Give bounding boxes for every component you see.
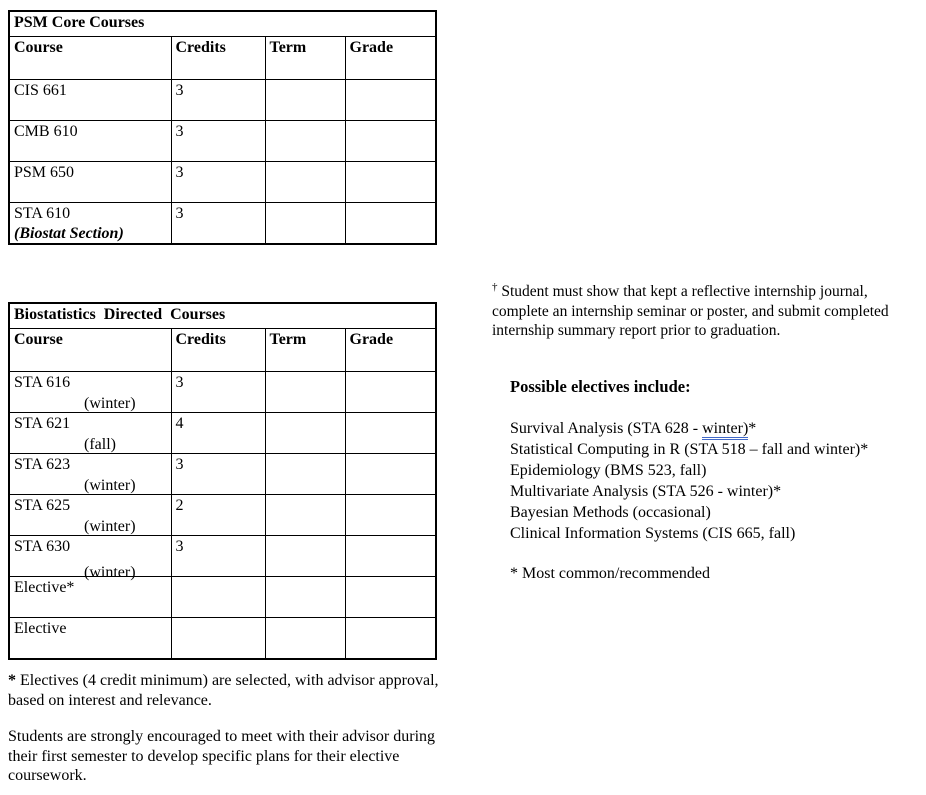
grade-cell — [345, 203, 436, 245]
advisor-note — [8, 727, 468, 786]
course-code: STA 616 — [14, 374, 71, 391]
table-row — [9, 372, 436, 413]
elective-text: Survival Analysis (STA 628 - — [510, 420, 703, 437]
note-line — [8, 671, 468, 691]
course-term-note: (winter) — [84, 564, 136, 581]
grade-cell — [345, 413, 436, 454]
table-title: Biostatistics Directed Courses — [9, 303, 436, 329]
term-cell — [265, 495, 345, 536]
course-cell — [9, 536, 171, 581]
credits-cell — [171, 618, 265, 660]
elective-item: Clinical Information Systems (CIS 665, fall) — [510, 525, 796, 542]
table-row — [9, 454, 436, 495]
credits-cell: 3 — [171, 80, 265, 121]
term-cell — [265, 618, 345, 660]
course-cell — [9, 121, 171, 162]
note-line: based on interest and relevance. — [8, 691, 212, 709]
credits-cell — [171, 577, 265, 618]
possible-electives-section — [510, 377, 926, 584]
table-row — [9, 162, 436, 203]
column-header-credits: Credits — [171, 37, 265, 80]
note-text: Electives (4 credit minimum) are selected, with advisor approval, — [20, 672, 439, 689]
elective-item: Multivariate Analysis (STA 526 - winter)* — [510, 483, 782, 500]
table-row — [9, 413, 436, 454]
credits-cell: 3 — [171, 454, 265, 495]
term-cell — [265, 454, 345, 495]
course-cell — [9, 577, 171, 618]
elective-item: Epidemiology (BMS 523, fall) — [510, 462, 707, 479]
course-term-note: (winter) — [84, 518, 136, 535]
table-row — [9, 536, 436, 577]
term-cell — [265, 80, 345, 121]
footnote-text: Student must show that kept a reflective internship journal, — [501, 283, 868, 300]
credits-cell: 3 — [171, 372, 265, 413]
grade-cell — [345, 577, 436, 618]
course-code: STA 621 — [14, 415, 71, 432]
grade-cell — [345, 372, 436, 413]
course-cell — [9, 162, 171, 203]
course-cell — [9, 372, 171, 413]
course-cell — [9, 413, 171, 454]
credits-cell: 2 — [171, 495, 265, 536]
course-code: Elective — [14, 620, 67, 637]
course-code: STA 610 — [14, 205, 71, 222]
course-code: Elective* — [14, 579, 75, 596]
credits-cell: 4 — [171, 413, 265, 454]
grade-cell — [345, 162, 436, 203]
table-row — [9, 121, 436, 162]
note-line: coursework. — [8, 767, 87, 784]
credits-cell: 3 — [171, 121, 265, 162]
asterisk-symbol: * — [8, 672, 16, 689]
dagger-symbol: † — [492, 280, 498, 293]
course-code: STA 630 — [14, 538, 71, 555]
course-term-note: (winter) — [84, 395, 136, 412]
term-cell — [265, 203, 345, 245]
psm-core-courses-table — [8, 10, 437, 245]
grammar-underlined-text: winter) — [702, 420, 748, 440]
table-row — [9, 203, 436, 245]
course-cell — [9, 80, 171, 121]
elective-text: * — [748, 420, 757, 437]
grade-cell — [345, 454, 436, 495]
table-row — [9, 618, 436, 660]
electives-rule-note — [8, 671, 468, 710]
course-cell — [9, 618, 171, 660]
table-header-row — [9, 37, 436, 80]
course-code: PSM 650 — [14, 164, 75, 181]
footnote-line: internship summary report prior to graduation. — [492, 322, 781, 339]
course-code: STA 623 — [14, 456, 71, 473]
biostatistics-directed-courses-table — [8, 302, 437, 660]
course-cell — [9, 495, 171, 536]
course-section-note: (Biostat Section) — [14, 225, 124, 242]
table-row — [9, 495, 436, 536]
table-row — [9, 577, 436, 618]
footnote-line: complete an internship seminar or poster, and submit completed — [492, 302, 889, 320]
note-line: Students are strongly encouraged to meet with their advisor during — [8, 728, 436, 745]
table-header-row — [9, 329, 436, 372]
course-cell — [9, 454, 171, 495]
electives-list — [510, 418, 926, 544]
credits-cell: 3 — [171, 536, 265, 577]
most-common-note: * Most common/recommended — [510, 565, 710, 582]
course-code: CIS 661 — [14, 82, 67, 99]
elective-item: Statistical Computing in R (STA 518 – fall and winter)* — [510, 441, 869, 458]
grade-cell — [345, 495, 436, 536]
grade-cell — [345, 536, 436, 577]
column-header-grade: Grade — [345, 37, 436, 80]
column-header-course: Course — [9, 329, 171, 372]
term-cell — [265, 162, 345, 203]
table-title-row — [9, 303, 436, 329]
credits-cell: 3 — [171, 162, 265, 203]
footnote-line — [492, 282, 926, 302]
internship-footnote — [492, 282, 926, 341]
table-row — [9, 80, 436, 121]
term-cell — [265, 372, 345, 413]
elective-item: Bayesian Methods (occasional) — [510, 504, 711, 521]
course-code: CMB 610 — [14, 123, 78, 140]
term-cell — [265, 577, 345, 618]
column-header-term: Term — [265, 329, 345, 372]
grade-cell — [345, 618, 436, 660]
column-header-course: Course — [9, 37, 171, 80]
term-cell — [265, 413, 345, 454]
grade-cell — [345, 121, 436, 162]
table-title-row — [9, 11, 436, 37]
term-cell — [265, 536, 345, 577]
course-term-note: (winter) — [84, 477, 136, 494]
bottom-notes — [8, 671, 468, 786]
elective-item — [510, 418, 926, 439]
column-header-credits: Credits — [171, 329, 265, 372]
table-title: PSM Core Courses — [9, 11, 436, 37]
course-cell — [9, 203, 171, 245]
credits-cell: 3 — [171, 203, 265, 245]
term-cell — [265, 121, 345, 162]
note-line: their first semester to develop specific plans for their elective — [8, 747, 400, 765]
course-term-note: (fall) — [84, 436, 116, 453]
course-code: STA 625 — [14, 497, 71, 514]
column-header-term: Term — [265, 37, 345, 80]
column-header-grade: Grade — [345, 329, 436, 372]
grade-cell — [345, 80, 436, 121]
electives-heading: Possible electives include: — [510, 377, 691, 396]
